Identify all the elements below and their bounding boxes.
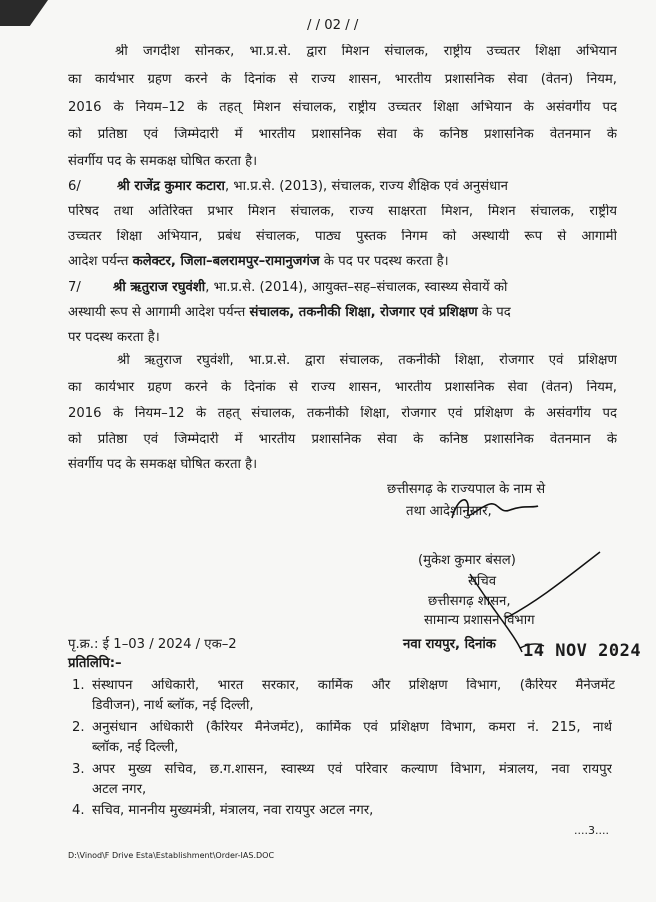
para1-line: संवर्गीय पद के समकक्ष घोषित करता है।: [68, 154, 258, 169]
governor-order-line: छत्तीसगढ़ के राज्यपाल के नाम से: [387, 482, 546, 497]
para1-line: श्री जगदीश सोनकर, भा.प्र.से. द्वारा मिशन संचालक, राष्ट्रीय उच्चतर शिक्षा अभियान: [115, 44, 617, 59]
item7-line2: [68, 305, 511, 321]
copy-item-line: सचिव, माननीय मुख्यमंत्री, मंत्रालय, नवा रायपुर अटल नगर,: [92, 803, 374, 818]
item6-line4-pre: आदेश पर्यन्त: [68, 254, 133, 269]
item6-number: 6/: [68, 179, 81, 194]
date-stamp: 14 NOV 2024: [523, 641, 642, 661]
reference-number: पृ.क्र.: ई 1–03 / 2024 / एक–2: [68, 637, 237, 652]
file-path: D:\Vinod\F Drive Esta\Establishment\Order-IAS.DOC: [68, 851, 275, 860]
continuation-marker: ....3....: [574, 824, 609, 837]
copy-item-number: 2.: [72, 720, 85, 735]
by-order-line: तथा आदेशानुसार,: [406, 504, 492, 519]
para2-line: को प्रतिष्ठा एवं जिम्मेदारी में भारतीय प्रशासनिक सेवा के कनिष्ठ प्रशासनिक वेतनमान के: [68, 432, 617, 447]
copy-to-heading: प्रतिलिपि:–: [68, 656, 122, 671]
item7-line1: [113, 280, 507, 296]
signatory-org: छत्तीसगढ़ शासन,: [428, 594, 511, 609]
item6-line4: [68, 254, 449, 270]
item6-posting: कलेक्टर, जिला–बलरामपुर–रामानुजगंज: [132, 254, 320, 269]
item7-line3: पर पदस्थ करता है।: [68, 330, 160, 345]
item7-line2-post: के पद: [477, 305, 511, 320]
item7-line2-pre: अस्थायी रूप से आगामी आदेश पर्यन्त: [68, 305, 250, 320]
item7-number: 7/: [68, 280, 81, 295]
item7-officer-name: श्री ऋतुराज रघुवंशी: [113, 280, 206, 295]
copy-item-number: 3.: [72, 762, 85, 777]
copy-item-line: ब्लॉक, नई दिल्ली,: [92, 740, 179, 755]
para2-line: का कार्यभार ग्रहण करने के दिनांक से राज्य शासन, भारतीय प्रशासनिक सेवा (वेतन) नियम,: [68, 380, 617, 395]
signatory-dept: सामान्य प्रशासन विभाग: [424, 613, 535, 628]
item7-line1-rest: , भा.प्र.से. (2014), आयुक्त–सह–संचालक, स्वास्थ्य सेवायें को: [205, 280, 508, 295]
copy-item-line: अनुसंधान अधिकारी (कैरियर मैनेजमेंट), कार्मिक एवं प्रशिक्षण विभाग, कमरा नं. 215, नार्थ: [92, 720, 612, 735]
copy-item-number: 1.: [72, 678, 85, 693]
copy-item-line: अपर मुख्य सचिव, छ.ग.शासन, स्वास्थ्य एवं परिवार कल्याण विभाग, मंत्रालय, नवा रायपुर: [92, 762, 612, 777]
item6-line4-post: के पद पर पदस्थ करता है।: [319, 254, 449, 269]
item6-line2: परिषद तथा अतिरिक्त प्रभार मिशन संचालक, राज्य साक्षरता मिशन, मिशन संचालक, राष्ट्रीय: [68, 204, 617, 219]
item6-officer-name: श्री राजेंद्र कुमार कटारा: [117, 179, 225, 194]
para1-line: का कार्यभार ग्रहण करने के दिनांक से राज्य शासन, भारतीय प्रशासनिक सेवा (वेतन) नियम,: [68, 72, 617, 87]
para1-line: को प्रतिष्ठा एवं जिम्मेदारी में भारतीय प्रशासनिक सेवा के कनिष्ठ प्रशासनिक वेतनमान के: [68, 127, 617, 142]
copy-item-line: अटल नगर,: [92, 782, 147, 797]
signatory-name: (मुकेश कुमार बंसल): [418, 553, 516, 568]
copy-item-line: डिवीजन), नार्थ ब्लॉक, नई दिल्ली,: [92, 698, 254, 713]
item7-posting: संचालक, तकनीकी शिक्षा, रोजगार एवं प्रशिक्षण: [249, 305, 478, 320]
copy-item-line: संस्थापन अधिकारी, भारत सरकार, कार्मिक और प्रशिक्षण विभाग, (कैरियर मैनेजमेंट: [92, 678, 615, 693]
para2-line: संवर्गीय पद के समकक्ष घोषित करता है।: [68, 457, 258, 472]
para2-line: 2016 के नियम–12 के तहत् संचालक, तकनीकी शिक्षा, रोजगार एवं प्रशिक्षण के असंवर्गीय पद: [68, 406, 617, 421]
page-corner-shadow: [0, 0, 48, 26]
para2-line: श्री ऋतुराज रघुवंशी, भा.प्र.से. द्वारा संचालक, तकनीकी शिक्षा, रोजगार एवं प्रशिक्षण: [117, 353, 617, 368]
item6-line3: उच्चतर शिक्षा अभियान, प्रबंध संचालक, पाठ्य पुस्तक निगम को अस्थायी रूप से आगामी: [68, 229, 617, 244]
signatory-designation: सचिव: [468, 574, 497, 589]
para1-line: 2016 के नियम–12 के तहत् मिशन संचालक, राष्ट्रीय उच्चतर शिक्षा अभियान के असंवर्गीय पद: [68, 100, 617, 115]
copy-item-number: 4.: [72, 803, 85, 818]
place-date-label: नवा रायपुर, दिनांक: [403, 637, 496, 652]
page-number: / / 02 / /: [307, 18, 359, 33]
item6-line1: [117, 179, 508, 195]
item6-line1-rest: , भा.प्र.से. (2013), संचालक, राज्य शैक्षिक एवं अनुसंधान: [224, 179, 508, 194]
